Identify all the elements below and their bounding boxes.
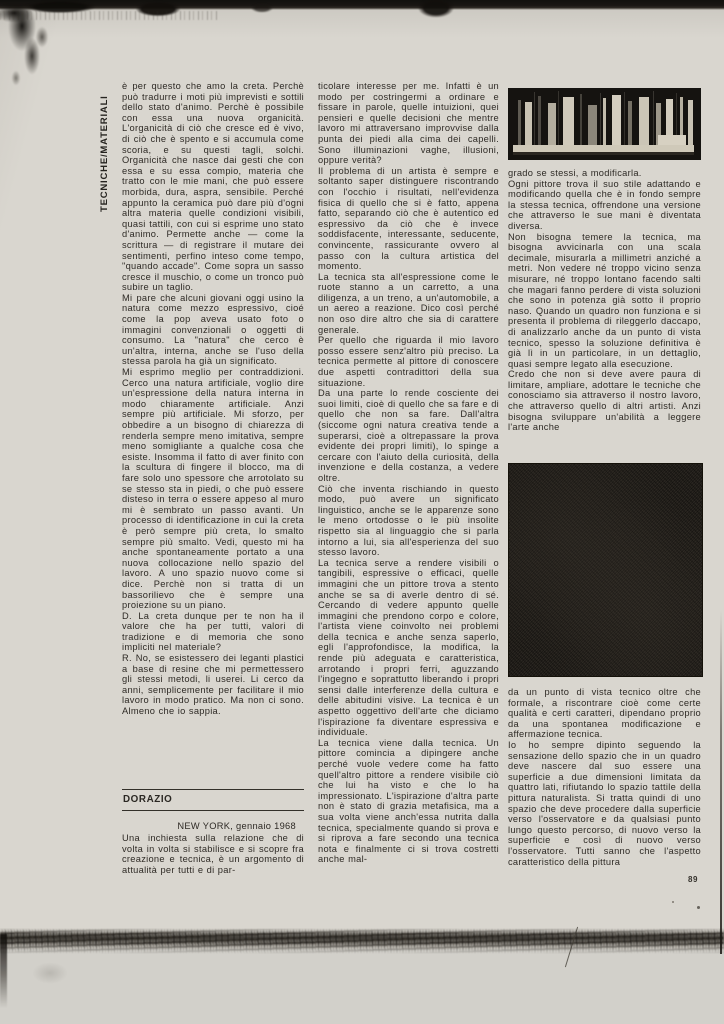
text-column-2 (318, 81, 499, 865)
paragraph: Ciò che inventa rischiando in questo modo, può avere un significato linguistico, anche se le apparenze sono le meno ortodosse o le più insolite rispetto sia al linguaggio che si parla intorno a lui, sia all'esperienza del suo stesso lavoro. (318, 483, 499, 558)
paragraph: Per quello che riguarda il mio lavoro posso essere senz'altro più preciso. La tecnica permette al pittore di conoscere due aspetti contradittori della sua situazione. (318, 335, 499, 388)
scan-artifact-speck (672, 901, 674, 903)
artwork-photo-dark (508, 463, 703, 677)
text-column-1 (122, 81, 304, 717)
scan-artifact-top-speckle (0, 11, 220, 20)
dateline: NEW YORK, gennaio 1968 (177, 821, 296, 831)
scan-artifact-smudge (32, 962, 68, 984)
paragraph: Mi pare che alcuni giovani oggi usino la natura come mezzo espressivo, cioé come la pop aveva usato foto o immagini convenzionali o oggetti di consumo. La "natura" che cerco è un'altra, interna, anche se l'uso della stessa parola ha già un significato. (122, 292, 304, 367)
paragraph: grado se stessi, a modificarla. (508, 168, 642, 178)
scan-artifact-bottom-left (0, 934, 7, 1008)
paragraph: Mi esprimo meglio per contraddizioni. Cerco una natura artificiale, voglio dire un'espressione della natura interna in modo chiaramente artificiale. Anzi sempre più artificiale. Mi sforzo, per obbedire a un bisogno di chiarezza di renderla sempre meno imitativa, sempre meno somigliante a qualche cosa che esiste. Insomma il fatto di aver finito con la scultura di fingere il blocco, ma di fare solo uno spessore che arrotolato su se stesso sta in piedi, o che può essere disteso in terra o essere appeso al muro mi è sembrato un passo avanti. Un processo di identificazione in cui la creta è però sempre più creta, lo smalto sempre più smalto. Vedi, questo mi ha anche spontaneamente portato a una nuova collocazione nello spazio del lavoro. A uno spazio nuovo come si dice. Perchè non si tratta di un bassorilievo che è sempre una proiezione su un piano. (122, 367, 304, 611)
artwork-photo-slabs (508, 88, 701, 160)
article-heading-block (122, 789, 304, 875)
scan-artifact-right-edge (720, 610, 722, 954)
article-title: DORAZIO (123, 794, 173, 805)
paragraph: è per questo che amo la creta. Perchè può tradurre i moti più imprevisti e sottili dello stato d'animo. Perchè è possibile con essa una nuova organicità. L'organicità di ciò che cresce ed è vivo, di ciò che è spento e si accumula come scoria, e su questi tagli, solchi. Organicità che nasce dai gesti che con essa e su essa compio, materia che tratto con le mie mani, che può essere morbida, dura, aspra, sensibile. Perché appunto la ceramica può dare più d'ogni altra materia quelle condizioni visibili, quasi tattili, con cui si esprime uno stato d'animo. Permette anche — come la scrittura — di registrare il mutare dei sentimenti, perfino inteso come tempo, "quando accade". Come sopra un sasso cresce il muschio, o come un tronco può subire un taglio. (122, 81, 304, 293)
intro-paragraph: Una inchiesta sulla relazione che di volta in volta si stabilisce e si scopre fra creazione e tecnica, è un argomento di attualità per tutti e di par- (122, 833, 304, 875)
paragraph: La tecnica viene dalla tecnica. Un pittore comincia a dipingere anche perché vuole vedere come ha fatto quell'altro pittore a rendere visibile ciò che lui ha visto e che lo ha impressionato. L'ispirazione d'altra parte non è stato di grazia metafisica, ma a sua volta viene anch'essa nutrita dalla tecnica, specialmente quando si prova e si riprova a fare secondo una tecnica nota e finalmente ci si trova costretti anche mal- (318, 737, 499, 865)
scan-artifact-bottom-edge (0, 928, 724, 954)
paragraph: Credo che non si deve avere paura di limitare, ampliare, adottare le tecniche che conosciamo sia attraverso il nostro lavoro, che attraverso quello di altri artisti. Anzi bisogna sviluppare un'abilità a leggere l'arte anche (508, 369, 701, 433)
scan-artifact-speck (697, 906, 700, 909)
paragraph: Io ho sempre dipinto seguendo la sensazione dello spazio che in un quadro deve nascere dal suo essere una superficie a due dimensioni limitata da quattro lati, rifiutando lo spazio tattile della pittura naturalista. Si tratta quindi di uno spazio che deve procedere dalla superficie verso l'osservatore e da qualsiasi punto lungo questo percorso, di nuovo verso la superficie e così di nuovo verso l'osservatore. Tutti sanno che l'aspetto caratteristico della pittura (508, 739, 701, 867)
page-number: 89 (688, 875, 698, 884)
paragraph: Ogni pittore trova il suo stile adattando e modificando quella che è in fondo sempre la stessa tecnica, offrendone una versione che attraverso le sue mani è diventata diversa. (508, 178, 701, 231)
paragraph-question: D. La creta dunque per te non ha il valore che ha per tutti, valori di tradizione e di memoria che sono impliciti nel materiale? (122, 610, 304, 653)
paragraph-answer: R. No, se esistessero dei leganti plastici a base di resine che mi permettessero gli stessi metodi, li userei. Li cerco da anni, semplicemente per facilitare il mio lavoro in modo pratico. Ma non ci sono. Almeno che io sappia. (122, 653, 304, 717)
paragraph: ticolare interesse per me. Infatti è un modo per costringermi a ordinare e fissare in parole, quelle intuizioni, quei pensieri e quelle decisioni che mentre lavoro mi attraversano improvvise dalla punta dei piedi alla cima dei capelli. Sono illuminazioni vaghe, illusioni, oppure verità? (318, 81, 499, 166)
paragraph: Il problema di un artista è sempre e soltanto saper distinguere riscontrando con l'occhio i risultati, nell'evidenza fisica di quello che si è fatto, appena fatto, separando ciò che è autentico ed espressivo da ciò che è invece soddisfacente, interessante, seducente, convincente, rassicurante ovvero al passo con la cultura artistica del momento. (318, 165, 499, 272)
paragraph: Da una parte lo rende cosciente dei suoi limiti, cioè di quello che sa fare e di quello che non sa fare. Dall'altra (siccome ogni natura creativa tende a superarsi, cioè a oltrepassare la prova evidente dei propri limiti), lo spinge a cercare con l'aiuto della curiosità, della invenzione e della costanza, a vedere oltre. (318, 388, 499, 483)
paragraph: Non bisogna temere la tecnica, ma bisogna avvicinarla con una scala decimale, misurarla a millimetri anziché a metri. Non vedere né troppo vicino senza misurare, né troppo lontano facendo salti che magari fanno perdere di vista soluzioni che sono in potenza già sotto il proprio naso. Quando un quadro non funziona e si presenta il problema di rileggerlo daccapo, di analizzarlo anche da un punto di vista tecnico, spesso la soluzione definitiva è già lì in un particolare, in un dettaglio, quasi sempre legato alla esecuzione. (508, 231, 701, 369)
paragraph: da un punto di vista tecnico oltre che formale, a riscontrare cioè come certe qualità e certi caratteri, dipendano proprio da una spontanea modificazione e affermazione tecnica. (508, 687, 701, 740)
text-column-3-top (508, 82, 701, 433)
section-label: TECNICHE/MATERIALI (99, 95, 110, 212)
text-column-3-bottom (508, 687, 701, 867)
paragraph: La tecnica sta all'espressione come le ruote stanno a un carretto, a una diligenza, a un treno, a un'automobile, a un aereo a reazione. Dico così perché non oso dire altro che sia di carattere generale. (318, 271, 499, 335)
paragraph: La tecnica serve a rendere visibili o tangibili, espressive o efficaci, quelle immagini che un pittore trova a stento anche se sa di averle dentro di sé. Cercando di vedere appunto quelle immagini che prendono corpo e colore, l'artista viene coinvolto nei problemi della tecnica e anche senza saperlo, egli l'approfondisce, la modifica, la rende più adeguata e caratteristica, arrotando i propri ferri, aguzzando l'ingegno e soprattutto liberando i propri sensi dalle interferenze della cultura e delle abitudini visive. La tecnica è un aspetto oggettivo dell'arte che diciamo l'ispirazione fa diventare espressiva e individuale. (318, 557, 499, 738)
